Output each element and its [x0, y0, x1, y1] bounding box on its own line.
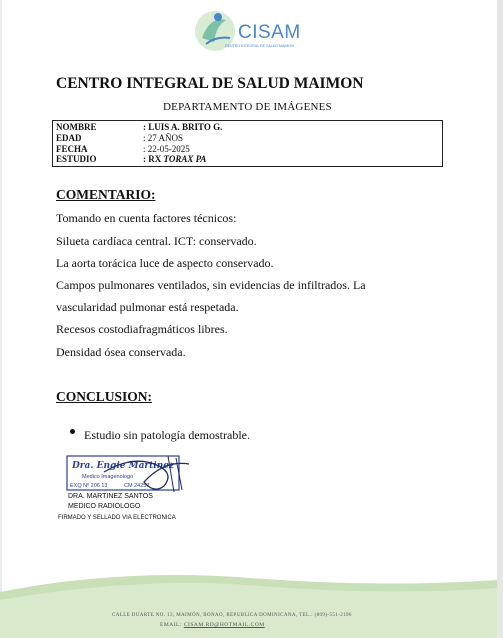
signer-name: DRA. MARTINEZ SANTOS: [68, 493, 153, 500]
fecha-label: FECHA: [56, 144, 88, 154]
footer-email: [160, 622, 265, 628]
conclusion-heading: CONCLUSION:: [56, 389, 153, 404]
estudio-label: ESTUDIO: [56, 154, 97, 164]
logo-text: CISAM: [238, 22, 301, 43]
page-edge-right: [497, 0, 503, 638]
department-title: DEPARTAMENTO DE IMÁGENES: [163, 101, 332, 113]
signature-stamp: [64, 452, 194, 496]
comment-line-6: Recesos costodiafragmáticos libres.: [56, 322, 228, 336]
edad-value: : 27 AÑOS: [143, 133, 184, 143]
cisam-logo: [192, 8, 307, 54]
footer-address: CALLE DUARTE NO. 13, MAIMÓN, BONAO, REPUBLICA DOMINICANA, TEL.: (809)-551-2196: [112, 613, 352, 618]
comment-line-3: La aorta torácica luce de aspecto conservado.: [56, 256, 274, 270]
document-title: CENTRO INTEGRAL DE SALUD MAIMON: [56, 75, 364, 92]
stamp-exq: EXQ Nº 206 13: [70, 483, 108, 489]
fecha-value: : 22-05-2025: [143, 144, 190, 154]
bullet-icon: [70, 429, 75, 434]
page-edge-left: [0, 0, 2, 638]
comment-line-1: Tomando en cuenta factores técnicos:: [56, 211, 237, 225]
comment-line-2: Silueta cardíaca central. ICT: conservado.: [56, 234, 257, 248]
conclusion-item: Estudio sin patología demostrable.: [84, 428, 250, 442]
nombre-value: : LUIS A. BRITO G.: [143, 122, 223, 132]
patient-info-box: [52, 120, 443, 167]
nombre-label: NOMBRE: [56, 122, 97, 132]
comment-line-7: Densidad ósea conservada.: [56, 345, 186, 359]
stamp-role: Medico Imagenologo: [82, 474, 134, 480]
edad-label: EDAD: [56, 133, 82, 143]
email-link[interactable]: CISAM.RD@HOTMAIL.COM: [183, 622, 265, 628]
estudio-prefix: : RX: [143, 154, 164, 164]
signer-title: MEDICO RADIOLOGO: [68, 503, 141, 510]
stamp-name: Dra. Engie Martinez: [72, 461, 175, 471]
comentario-heading: COMENTARIO:: [56, 187, 156, 202]
estudio-value: [143, 154, 206, 164]
comment-line-5: vascularidad pulmonar está respetada.: [56, 300, 239, 314]
logo-subtitle: CENTRO INTEGRAL DE SALUD MAIMON: [225, 44, 294, 48]
estudio-type: TORAX PA: [163, 154, 207, 164]
comment-line-4: Campos pulmonares ventilados, sin evidencias de infiltrados. La: [56, 278, 366, 292]
stamp-cm: CM 24257: [124, 483, 150, 489]
signature-note: FIRMADO Y SELLADO VIA ELECTRONICA: [58, 515, 176, 521]
email-prefix: EMAIL:: [160, 622, 184, 628]
